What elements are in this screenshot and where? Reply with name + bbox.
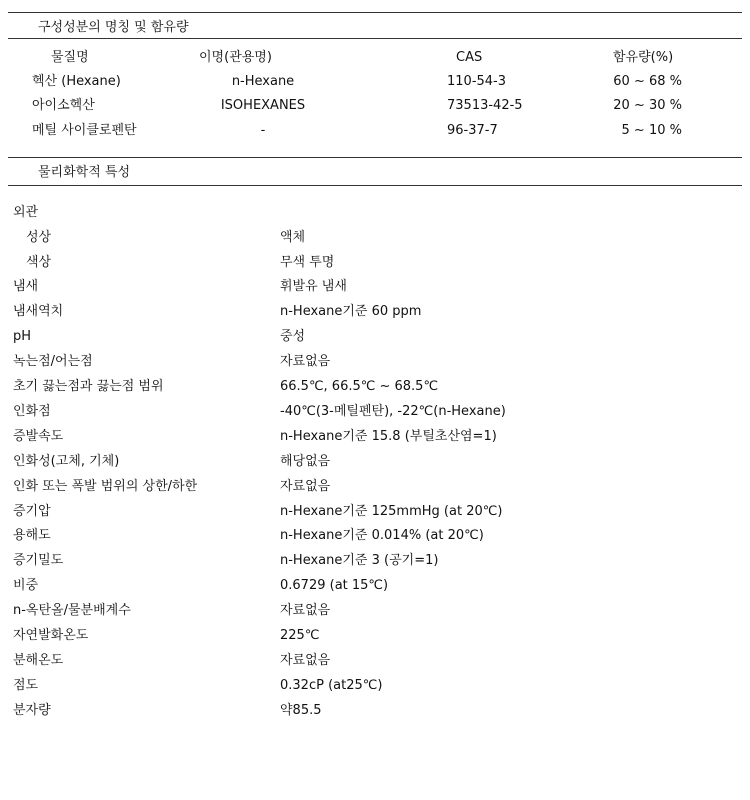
property-value: 66.5℃, 66.5℃ ~ 68.5℃ — [280, 379, 439, 394]
properties-title-divider — [8, 185, 742, 186]
property-label: n-옥탄올/물분배계수 — [13, 603, 131, 618]
property-value: n-Hexane기준 0.014% (at 20℃) — [280, 528, 484, 543]
property-value: 자료없음 — [280, 479, 331, 494]
property-label: 냄새 — [13, 279, 39, 294]
property-label: 비중 — [13, 578, 39, 593]
substance-cas: 110-54-3 — [447, 74, 507, 89]
property-label: 분자량 — [13, 703, 51, 718]
composition-title: 구성성분의 명칭 및 함유량 — [38, 20, 189, 35]
property-value: 해당없음 — [280, 454, 331, 469]
substance-name: 아이소헥산 — [32, 98, 95, 113]
substance-name: 헥산 (Hexane) — [32, 74, 121, 89]
header-alias: 이명(관용명) — [199, 50, 272, 65]
substance-alias: - — [260, 123, 266, 138]
substance-alias: n-Hexane — [231, 74, 295, 89]
property-label: 인화점 — [13, 404, 51, 419]
property-value: 0.32cP (at25℃) — [280, 678, 383, 693]
property-label: 증기압 — [13, 504, 51, 519]
property-label: 인화 또는 폭발 범위의 상한/하한 — [13, 479, 198, 494]
property-label: 냄새역치 — [13, 304, 64, 319]
property-value: n-Hexane기준 125mmHg (at 20℃) — [280, 504, 503, 519]
substance-cas: 96-37-7 — [447, 123, 498, 138]
property-value: 휘발유 냄새 — [280, 279, 347, 294]
substance-alias: ISOHEXANES — [220, 98, 306, 113]
property-label: 인화성(고체, 기체) — [13, 454, 120, 469]
properties-top-divider — [8, 157, 742, 158]
property-value: 자료없음 — [280, 653, 331, 668]
property-label: 증기밀도 — [13, 553, 64, 568]
property-value: 액체 — [280, 230, 306, 245]
property-value: 0.6729 (at 15℃) — [280, 578, 389, 593]
property-label: 증발속도 — [13, 429, 64, 444]
substance-cas: 73513-42-5 — [447, 98, 523, 113]
property-value: 무색 투명 — [280, 255, 335, 270]
property-label: 자연발화온도 — [13, 628, 89, 643]
composition-title-divider — [8, 38, 742, 39]
substance-content: 5 ~ 10 % — [621, 123, 682, 138]
property-value: 약85.5 — [280, 703, 322, 718]
property-label: 분해온도 — [13, 653, 64, 668]
properties-title: 물리화학적 특성 — [38, 165, 131, 180]
substance-content: 20 ~ 30 % — [613, 98, 682, 113]
property-value: 중성 — [280, 329, 306, 344]
property-value: n-Hexane기준 3 (공기=1) — [280, 553, 439, 568]
top-divider — [8, 12, 742, 13]
property-label: 점도 — [13, 678, 39, 693]
header-content: 함유량(%) — [613, 50, 674, 65]
property-value: 225℃ — [280, 628, 320, 643]
property-label: 성상 — [26, 230, 52, 245]
property-label: 녹는점/어는점 — [13, 354, 93, 369]
property-label: 용해도 — [13, 528, 51, 543]
property-label: pH — [13, 329, 32, 344]
property-value: 자료없음 — [280, 603, 331, 618]
property-value: n-Hexane기준 15.8 (부틸초산염=1) — [280, 429, 497, 444]
header-substance: 물질명 — [51, 50, 89, 65]
property-value: 자료없음 — [280, 354, 331, 369]
property-label: 초기 끓는점과 끓는점 범위 — [13, 379, 164, 394]
property-label: 색상 — [26, 255, 52, 270]
header-cas: CAS — [456, 50, 483, 65]
property-value: -40℃(3-메틸펜탄), -22℃(n-Hexane) — [280, 404, 506, 419]
substance-name: 메틸 사이클로펜탄 — [32, 123, 137, 138]
substance-content: 60 ~ 68 % — [613, 74, 682, 89]
property-label: 외관 — [13, 205, 39, 220]
property-value: n-Hexane기준 60 ppm — [280, 304, 422, 319]
